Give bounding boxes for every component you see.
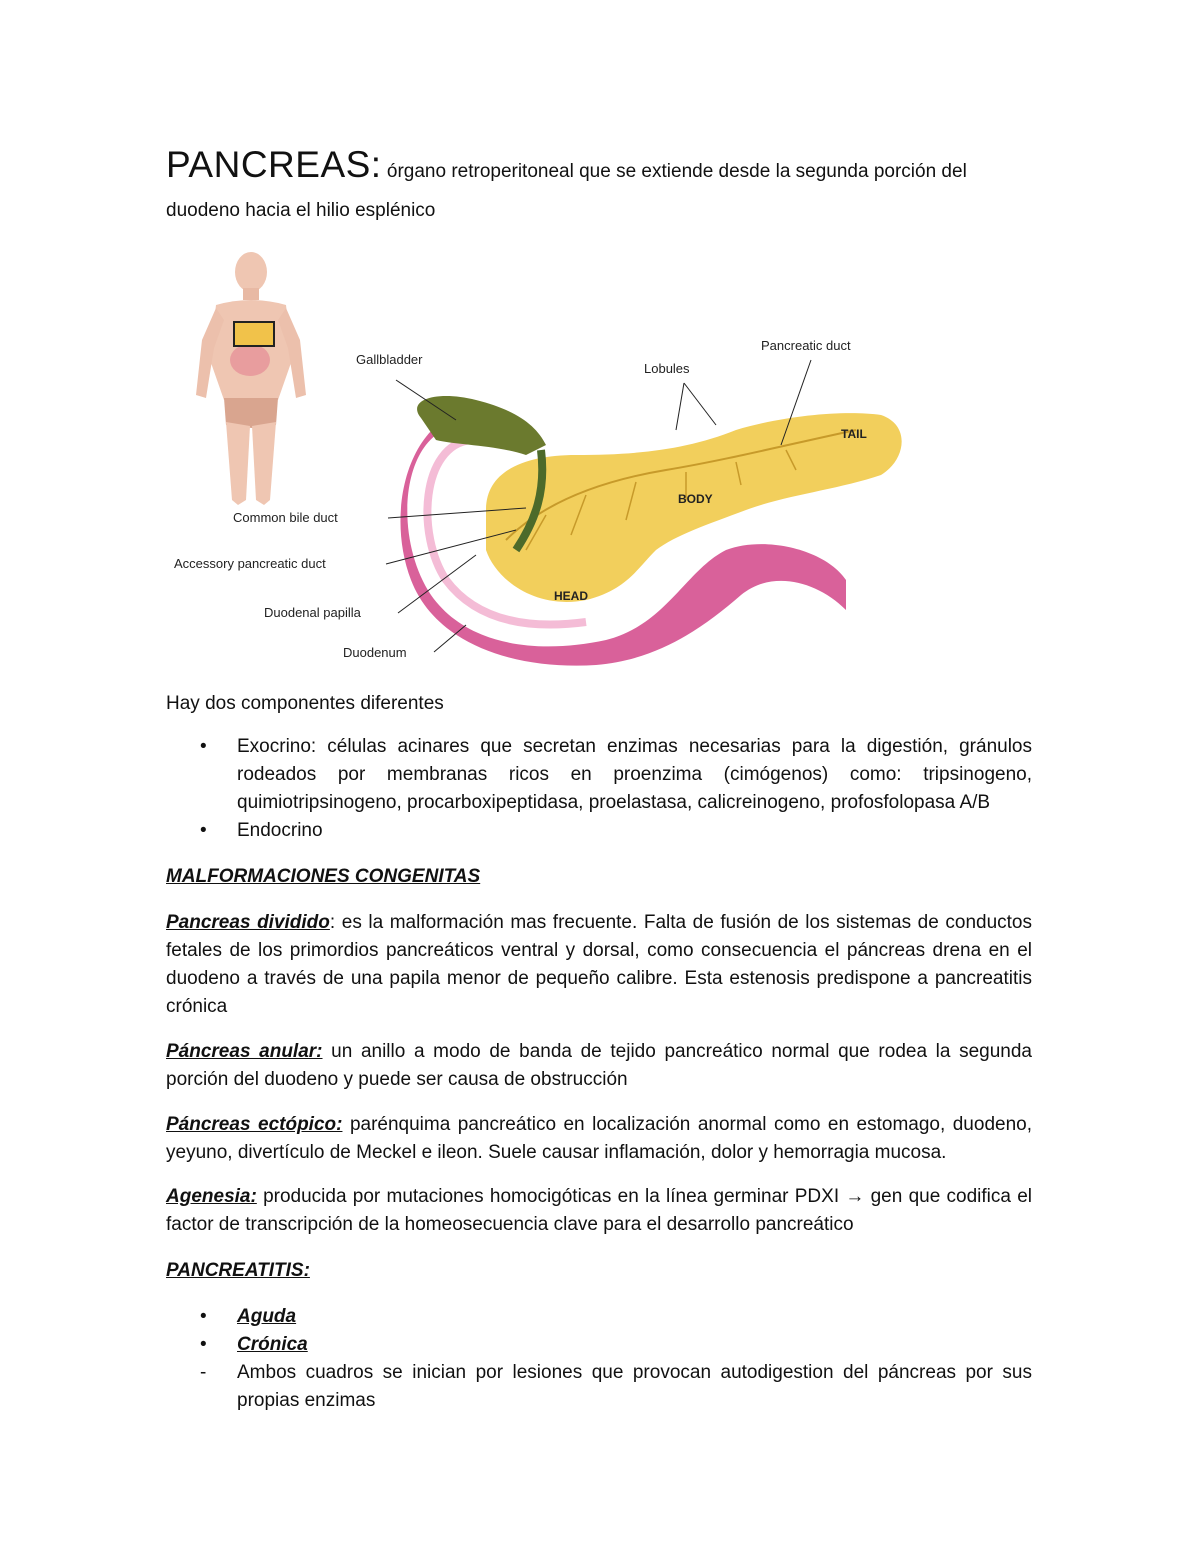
label-tail: TAIL [841, 427, 867, 441]
paragraph-pancreas-ectopico [166, 1111, 1032, 1167]
pancreatitis-note: Ambos cuadros se inician por lesiones que provocan autodigestion del páncreas por sus propias enzimas [237, 1362, 1032, 1411]
heading-malformaciones: MALFORMACIONES CONGENITAS [166, 866, 481, 887]
title-line [166, 144, 1046, 188]
paragraph-pancreas-anular [166, 1038, 1032, 1094]
page-title: PANCREAS: [166, 144, 382, 185]
heading-pancreatitis: PANCREATITIS: [166, 1260, 310, 1281]
label-common-bile-duct: Common bile duct [233, 510, 338, 525]
paragraph-pancreas-dividido [166, 909, 1032, 1021]
components-list [166, 733, 1032, 845]
list-item [166, 1331, 1032, 1359]
bullet-mark: • [200, 820, 207, 841]
paragraph-agenesia [166, 1183, 1032, 1239]
type-aguda: Aguda [237, 1306, 297, 1327]
intro-text: Hay dos componentes diferentes [166, 693, 444, 714]
label-head: HEAD [554, 589, 589, 603]
label-gallbladder: Gallbladder [356, 352, 423, 367]
bullet-endocrino: Endocrino [237, 820, 323, 841]
pancreatitis-list [166, 1303, 1032, 1415]
term-pancreas-dividido: Pancreas dividido [166, 912, 330, 933]
label-duodenum: Duodenum [343, 645, 407, 660]
label-lobules: Lobules [644, 361, 690, 376]
bullet-mark: • [200, 1306, 207, 1327]
list-item [166, 1359, 1032, 1415]
term-pancreas-ectopico: Páncreas ectópico: [166, 1114, 343, 1135]
label-duodenal-papilla: Duodenal papilla [264, 605, 361, 620]
title-definition-continued: duodeno hacia el hilio esplénico [166, 200, 436, 221]
human-body-illustration [196, 252, 306, 505]
label-pancreatic-duct: Pancreatic duct [761, 338, 851, 353]
definition-pancreas-ectopico: parénquima pancreático en localización anormal como en estomago, duodeno, yeyuno, divertículo de Meckel e ileon. Suele causar inflamación, dolor y hemorragia mucosa. [166, 1114, 1032, 1163]
definition-pancreas-anular: un anillo a modo de banda de tejido pancreático normal que rodea la segunda porción del duodeno y puede ser causa de obstrucción [166, 1041, 1033, 1090]
bullet-mark: • [200, 1334, 207, 1355]
list-item [166, 733, 1032, 817]
bullet-mark: • [200, 736, 207, 757]
bullet-exocrino: Exocrino: células acinares que secretan enzimas necesarias para la digestión, gránulos rodeados por membranas ricos en proenzima (cimógenos) como: tripsinogeno, quimiotripsinogeno, procarboxipeptidasa, proelastasa, calicreinogeno, profosfolopasa A/B [237, 736, 1032, 813]
list-item [166, 817, 1032, 845]
pancreas-anatomy-figure [166, 250, 906, 670]
term-separator: : [329, 912, 336, 933]
type-cronica: Crónica [237, 1334, 308, 1355]
gallbladder-shape [417, 396, 546, 455]
term-agenesia: Agenesia: [166, 1186, 257, 1207]
label-body: BODY [678, 492, 713, 506]
term-pancreas-anular: Páncreas anular: [166, 1041, 323, 1062]
label-accessory-duct: Accessory pancreatic duct [174, 556, 326, 571]
dash-mark: - [200, 1362, 207, 1383]
list-item [166, 1303, 1032, 1331]
definition-pancreas-dividido: es la malformación mas frecuente. Falta de fusión de los sistemas de conductos fetales de los primordios pancreáticos ventral y dorsal, como consecuencia el páncreas drena en el duodeno a través de una papila menor de pequeño calibre. Esta estenosis predispone a pancreatitis crónica [166, 912, 1032, 1017]
title-definition: órgano retroperitoneal que se extiende desde la segunda porción del [381, 161, 967, 182]
definition-agenesia: producida por mutaciones homocigóticas en la línea germinar PDXI → gen que codifica el factor de transcripción de la homeosecuencia clave para el desarrollo pancreático [166, 1186, 1032, 1235]
